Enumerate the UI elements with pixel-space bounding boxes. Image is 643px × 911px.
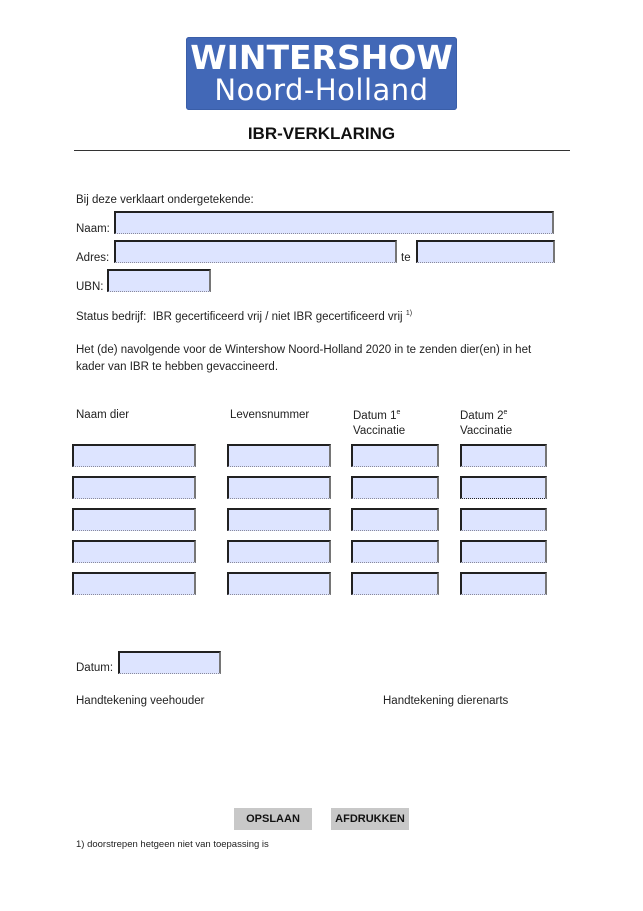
print-button[interactable]: AFDRUKKEN	[331, 808, 409, 830]
row5-datum2-input[interactable]	[460, 572, 547, 595]
status-footnote-ref: 1)	[405, 310, 413, 317]
status-label: Status bedrijf:	[76, 310, 147, 323]
col-header-datum2	[460, 409, 507, 422]
row5-levensnummer-input[interactable]	[227, 572, 331, 595]
row4-naam-dier-input[interactable]	[72, 540, 196, 563]
wintershow-logo	[186, 37, 457, 110]
datum1-sup: e	[396, 409, 401, 416]
intro-text: Bij deze verklaart ondergetekende:	[76, 194, 254, 206]
row2-levensnummer-input[interactable]	[227, 476, 331, 499]
naam-input[interactable]	[114, 211, 554, 234]
row1-levensnummer-input[interactable]	[227, 444, 331, 467]
row3-datum1-input[interactable]	[351, 508, 439, 531]
datum2-label: Datum 2	[460, 409, 504, 422]
logo-line2: Noord-Holland	[214, 73, 429, 107]
row1-datum2-input[interactable]	[460, 444, 547, 467]
row5-naam-dier-input[interactable]	[72, 572, 196, 595]
adres-input[interactable]	[114, 240, 397, 263]
logo-line1: WINTERSHOW	[190, 38, 453, 77]
signature-owner-label: Handtekening veehouder	[76, 695, 205, 707]
row5-datum1-input[interactable]	[351, 572, 439, 595]
naam-label: Naam:	[76, 223, 110, 235]
row2-datum2-input[interactable]	[460, 476, 547, 499]
row4-datum2-input[interactable]	[460, 540, 547, 563]
datum2-sup: e	[503, 409, 508, 416]
col-header-naam-dier: Naam dier	[76, 409, 130, 421]
row4-datum1-input[interactable]	[351, 540, 439, 563]
footnote: 1) doorstrepen hetgeen niet van toepassing is	[76, 839, 269, 850]
col-header-vaccinatie2: Vaccinatie	[460, 425, 513, 437]
save-button[interactable]: OPSLAAN	[234, 808, 312, 830]
status-line	[76, 310, 412, 323]
ubn-label: UBN:	[76, 281, 104, 293]
col-header-datum1	[353, 409, 400, 422]
row4-levensnummer-input[interactable]	[227, 540, 331, 563]
paragraph-line1: Het (de) navolgende voor de Wintershow Noord-Holland 2020 in te zenden dier(en) in het	[76, 344, 532, 356]
status-options[interactable]: IBR gecertificeerd vrij / niet IBR gecertificeerd vrij	[152, 310, 403, 323]
row1-naam-dier-input[interactable]	[72, 444, 196, 467]
col-header-levensnummer: Levensnummer	[230, 409, 310, 421]
col-header-vaccinatie1: Vaccinatie	[353, 425, 406, 437]
title-divider	[74, 150, 570, 151]
row1-datum1-input[interactable]	[351, 444, 439, 467]
plaats-input[interactable]	[416, 240, 555, 263]
datum-input[interactable]	[118, 651, 221, 674]
adres-label: Adres:	[76, 252, 110, 264]
row2-naam-dier-input[interactable]	[72, 476, 196, 499]
datum1-label: Datum 1	[353, 409, 397, 422]
row3-levensnummer-input[interactable]	[227, 508, 331, 531]
ubn-input[interactable]	[107, 269, 211, 292]
signature-vet-label: Handtekening dierenarts	[383, 695, 509, 707]
row3-datum2-input[interactable]	[460, 508, 547, 531]
row2-datum1-input[interactable]	[351, 476, 439, 499]
datum-label: Datum:	[76, 662, 114, 674]
row3-naam-dier-input[interactable]	[72, 508, 196, 531]
te-label: te	[401, 252, 411, 264]
document-title: IBR-VERKLARING	[247, 124, 396, 143]
paragraph-line2: kader van IBR te hebben gevaccineerd.	[76, 361, 279, 373]
